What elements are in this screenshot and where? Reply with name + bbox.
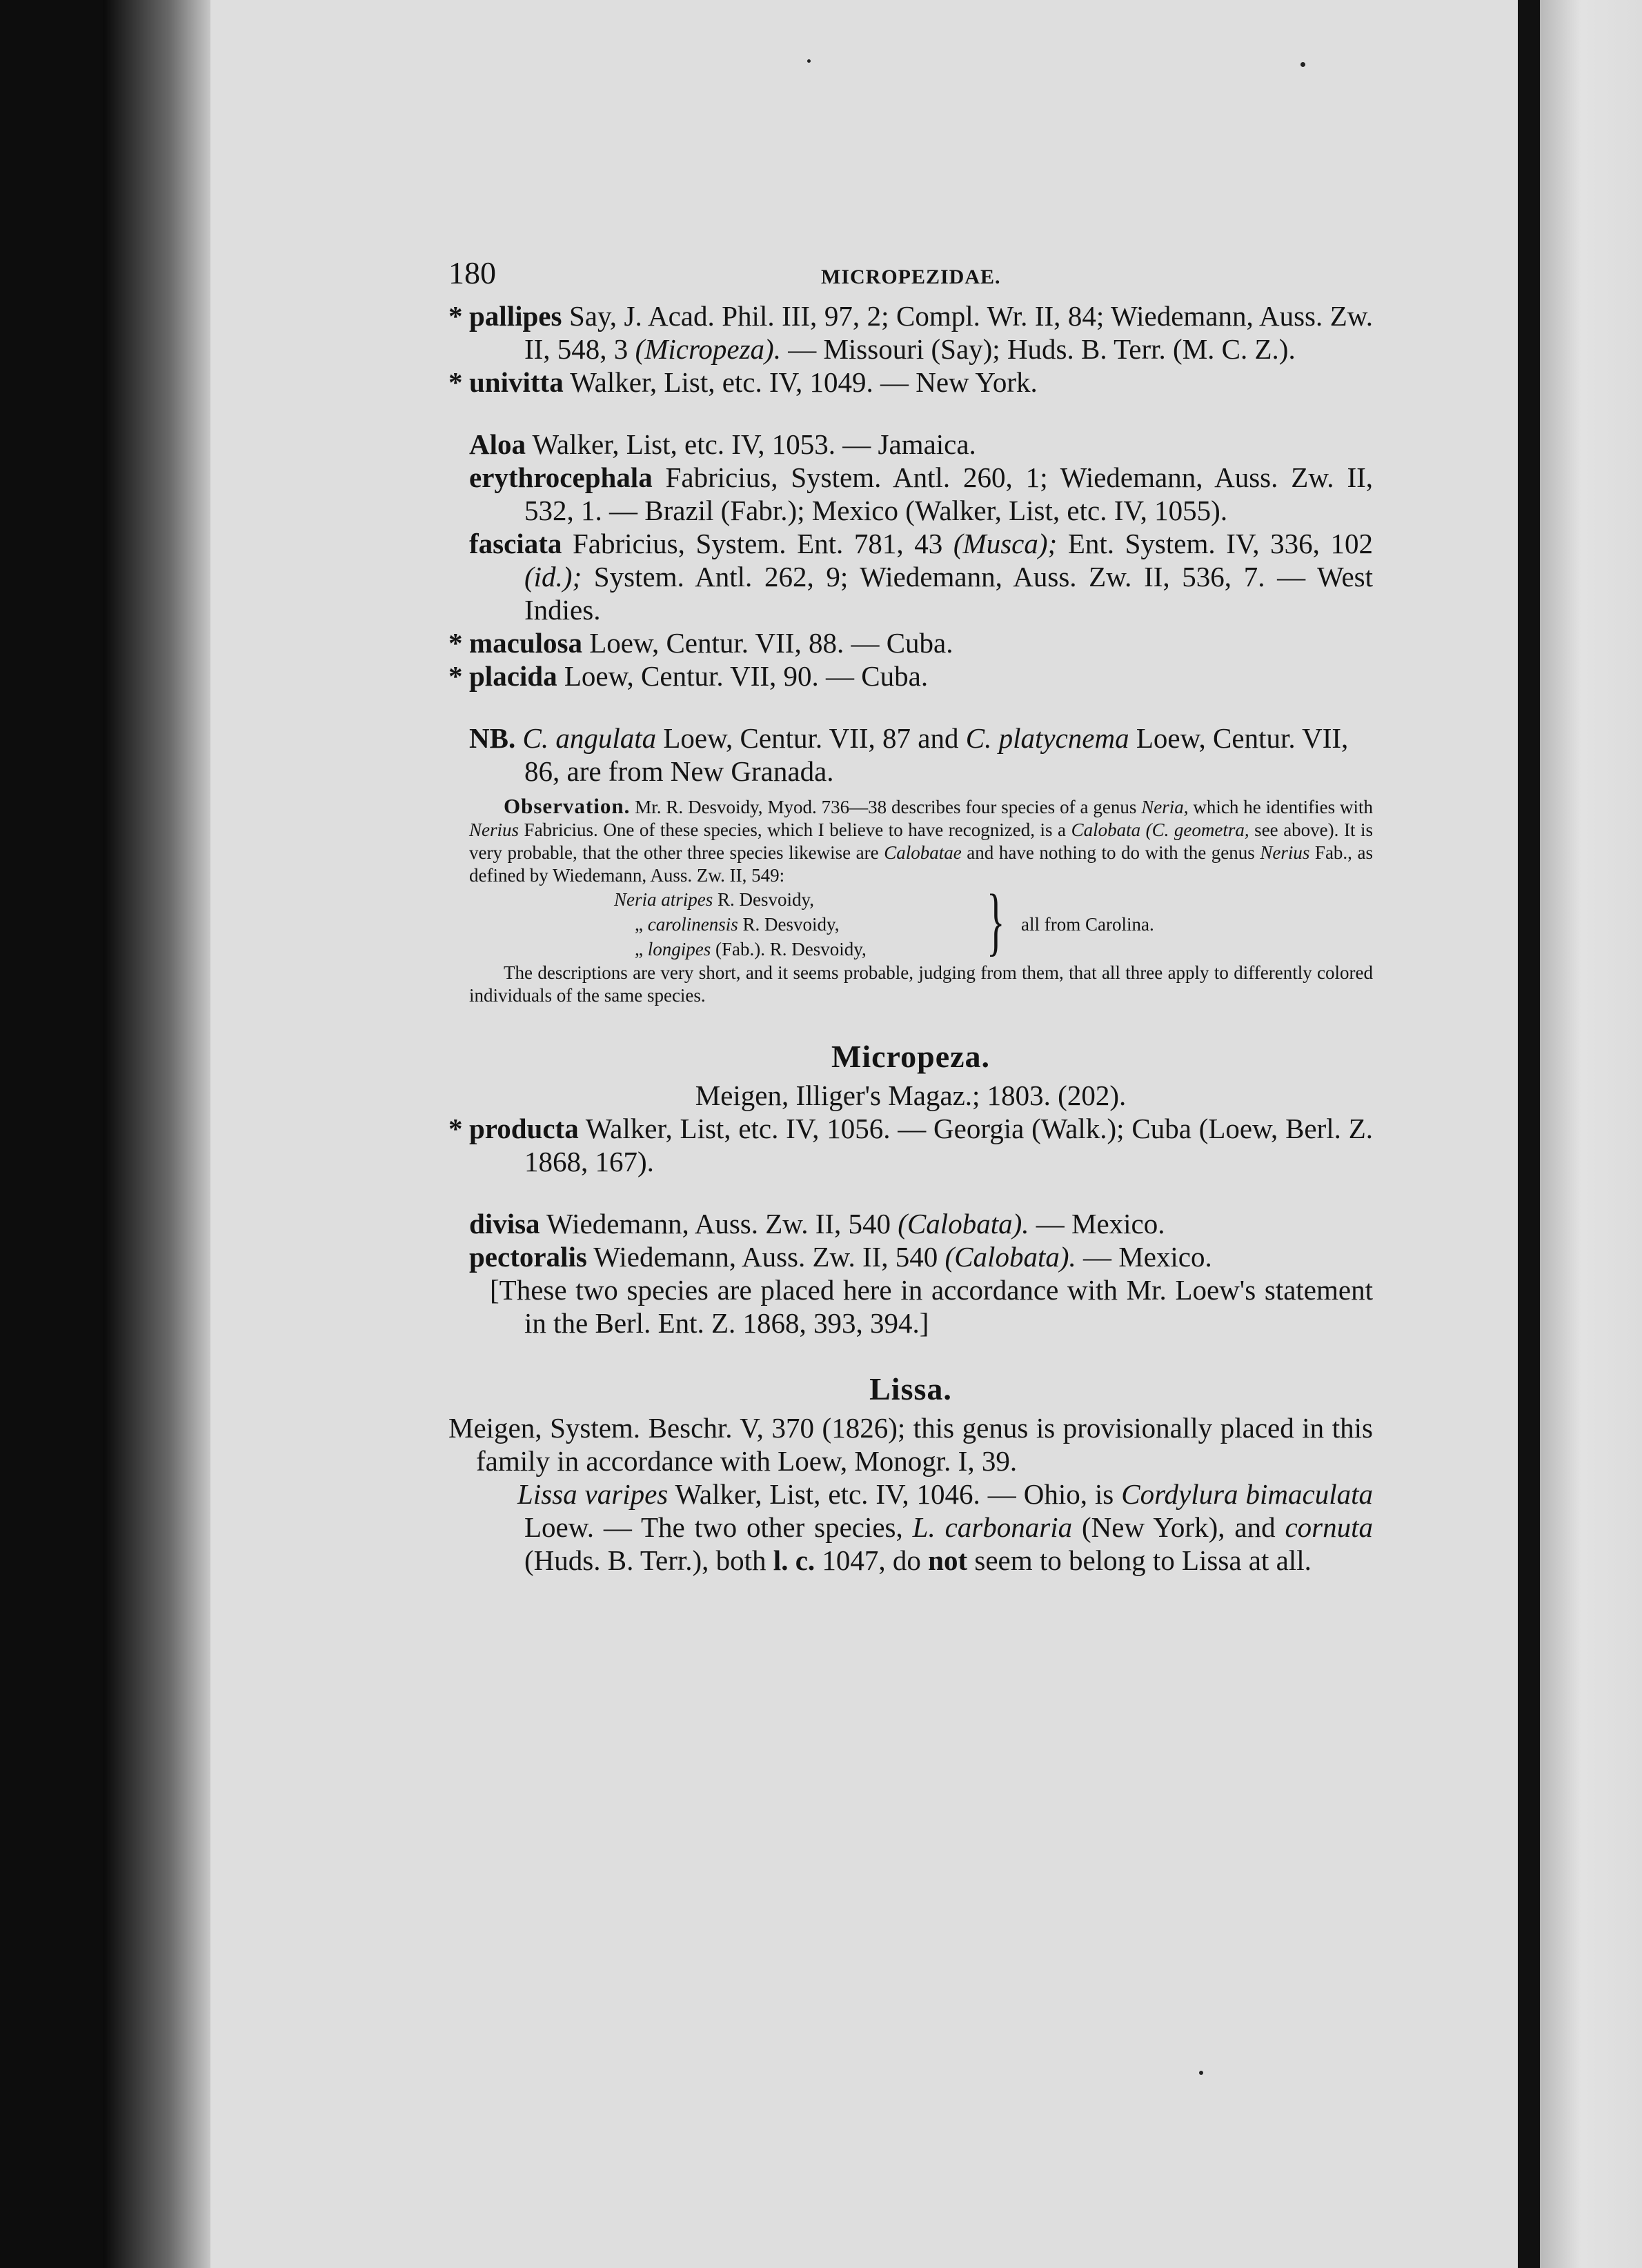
nb-note — [448, 722, 1373, 788]
observation-label: Observation. — [504, 794, 631, 818]
citation: — Mexico. — [1029, 1208, 1165, 1240]
species-entry — [448, 1112, 1373, 1178]
spacer — [448, 1178, 1373, 1207]
citation: Loew, Centur. VII, 88. — Cuba. — [582, 627, 953, 659]
print-speck — [1199, 2071, 1203, 2075]
observation-italic: Calobata (C. geometra, — [1071, 819, 1249, 840]
neria-species-group — [614, 879, 1373, 963]
citation: Ent. System. IV, 336, 102 — [1057, 528, 1373, 559]
note-text: 1047, do — [815, 1544, 929, 1576]
citation: Wiedemann, Auss. Zw. II, 540 — [586, 1241, 945, 1273]
neria-species-row — [614, 887, 867, 912]
citation: System. Antl. 262, 9; Wiedemann, Auss. Zw. II, 536, 7. — West Indies. — [524, 561, 1373, 626]
species-entry — [448, 1240, 1373, 1273]
species-entry — [448, 299, 1373, 366]
observation-text: and have nothing to do with the genus — [961, 842, 1260, 863]
species-name: fasciata — [469, 528, 562, 559]
note-bold: not — [928, 1544, 968, 1576]
observation-note — [448, 795, 1373, 887]
note-text: Walker, List, etc. IV, 1046. — Ohio, is — [668, 1478, 1122, 1510]
species-italic: C. platycnema — [965, 722, 1129, 754]
ditto-mark: „ — [635, 939, 648, 959]
species-italic: longipes — [647, 939, 711, 959]
observation-closing — [448, 962, 1373, 1007]
species-italic: L. carbonaria — [912, 1511, 1073, 1543]
species-italic: C. angulata — [522, 722, 657, 754]
page-number: 180 — [448, 255, 496, 290]
note-text: Loew, Centur. VII, 87 and — [656, 722, 966, 754]
brace-annotation: all from Carolina. — [1021, 914, 1154, 935]
species-name: maculosa — [469, 627, 582, 659]
observation-text: Fab., as defined by Wiedemann, Auss. Zw. II, 549: — [469, 842, 1374, 886]
species-italic: cornuta — [1285, 1511, 1374, 1543]
note-text: Loew. — The two other species, — [524, 1511, 913, 1543]
neria-species-row — [614, 937, 867, 962]
species-name: placida — [469, 660, 557, 692]
observation-text: Fabricius. One of these species, which I believe to have recognized, is a — [519, 819, 1071, 840]
citation-italic: (Musca); — [953, 528, 1058, 559]
species-italic: Cordylura bimaculata — [1121, 1478, 1373, 1510]
citation-italic: (Calobata). — [944, 1241, 1076, 1273]
observation-italic: Nerius — [469, 819, 520, 840]
note-text: seem to belong to Lissa at all. — [967, 1544, 1312, 1576]
observation-italic: Neria, — [1141, 797, 1189, 817]
spacer — [448, 693, 1373, 722]
bracketed-note: [These two species are placed here in accordance with Mr. Loew's statement in the Berl. Ent. Z. 1868, 393, 394.] — [490, 1274, 1373, 1339]
species-italic: Neria atripes — [614, 889, 713, 910]
citation: — Mexico. — [1076, 1241, 1212, 1273]
species-name: producta — [469, 1113, 579, 1144]
species-name: erythrocephala — [469, 461, 653, 493]
citation: Fabricius, System. Ent. 781, 43 — [562, 528, 953, 559]
facing-page-edge — [1540, 0, 1642, 2268]
species-name: pectoralis — [469, 1241, 587, 1273]
species-name: Aloa — [469, 428, 526, 460]
genus-heading-micropeza: Micropeza. — [831, 1039, 991, 1074]
asterisk-mark: * — [448, 1113, 463, 1144]
species-entry — [448, 428, 1373, 461]
citation: Walker, List, etc. IV, 1049. — New York. — [563, 366, 1038, 398]
asterisk-mark: * — [448, 627, 463, 659]
citation: Say, J. Acad. Phil. III, 97, 2; Compl. Wr. II, 84; Wiedemann, Auss. Zw. II, 548, 3 — [524, 300, 1373, 365]
genus-heading-lissa: Lissa. — [869, 1371, 952, 1406]
neria-species-row — [614, 912, 867, 937]
citation-italic: (id.); — [524, 561, 582, 593]
species-name: pallipes — [469, 300, 562, 332]
print-speck — [1300, 62, 1305, 67]
neria-species-list — [614, 887, 867, 962]
species-entry — [448, 461, 1373, 527]
species-entry — [448, 1207, 1373, 1240]
running-title: MICROPEZIDAE. — [821, 266, 1001, 288]
observation-italic: Calobatae — [884, 842, 962, 863]
species-italic: carolinensis — [647, 914, 738, 935]
species-entry — [448, 659, 1373, 693]
asterisk-mark: * — [448, 660, 463, 692]
species-entry — [448, 366, 1373, 399]
asterisk-mark: * — [448, 366, 463, 398]
observation-text: which he identifies with — [1188, 797, 1373, 817]
species-entry — [448, 527, 1373, 626]
observation-italic: Nerius — [1260, 842, 1310, 863]
species-italic: Lissa varipes — [517, 1478, 669, 1510]
authority: R. Desvoidy, — [738, 914, 840, 935]
spacer — [448, 399, 1373, 428]
note-bold: l. c. — [773, 1544, 815, 1576]
citation: Walker, List, etc. IV, 1053. — Jamaica. — [526, 428, 976, 460]
authority: R. Desvoidy, — [713, 889, 815, 910]
genus-authority: Meigen, Illiger's Magaz.; 1803. (202). — [695, 1080, 1127, 1111]
observation-text: The descriptions are very short, and it seems probable, judging from them, that all three apply to differently colored individuals of the same species. — [469, 962, 1373, 1006]
note-text: (Huds. B. Terr.), both — [524, 1544, 773, 1576]
observation-text: Mr. R. Desvoidy, Myod. 736—38 describes four species of a genus — [630, 797, 1142, 817]
nb-label: NB. — [469, 722, 516, 754]
page-text — [448, 257, 1373, 1577]
observation-text: see above). It is very probable, that the other three species likewise are — [469, 819, 1373, 863]
asterisk-mark: * — [448, 300, 463, 332]
species-name: univitta — [469, 366, 564, 398]
authority: (Fab.). R. Desvoidy, — [711, 939, 867, 959]
citation-italic: (Calobata). — [898, 1208, 1029, 1240]
citation-italic: (Micropeza). — [635, 333, 781, 365]
ditto-mark: „ — [635, 914, 648, 935]
lissa-note — [448, 1478, 1373, 1577]
citation: Loew, Centur. VII, 90. — Cuba. — [557, 660, 929, 692]
page-edge-shadow — [1518, 0, 1540, 2268]
citation: Wiedemann, Auss. Zw. II, 540 — [540, 1208, 898, 1240]
note-text: (New York), and — [1072, 1511, 1285, 1543]
page-header — [448, 257, 1373, 295]
right-brace: } — [987, 879, 1005, 963]
book-gutter-shadow — [103, 0, 214, 2268]
print-speck — [807, 59, 811, 63]
species-entry — [448, 626, 1373, 659]
citation: — Missouri (Say); Huds. B. Terr. (M. C. Z.). — [780, 333, 1296, 365]
citation: Fabricius, System. Antl. 260, 1; Wiedemann, Auss. Zw. II, 532, 1. — Brazil (Fabr.); Mexico (Walker, List, etc. IV, 1055). — [524, 461, 1373, 526]
species-name: divisa — [469, 1208, 540, 1240]
citation: Walker, List, etc. IV, 1056. — Georgia (Walk.); Cuba (Loew, Berl. Z. 1868, 167). — [524, 1113, 1373, 1177]
note-text: Loew, Centur. VII, 86, are from New Granada. — [524, 722, 1349, 787]
genus-authority: Meigen, System. Beschr. V, 370 (1826); this genus is provisionally placed in this family in accordance with Loew, Monogr. I, 39. — [448, 1412, 1373, 1477]
